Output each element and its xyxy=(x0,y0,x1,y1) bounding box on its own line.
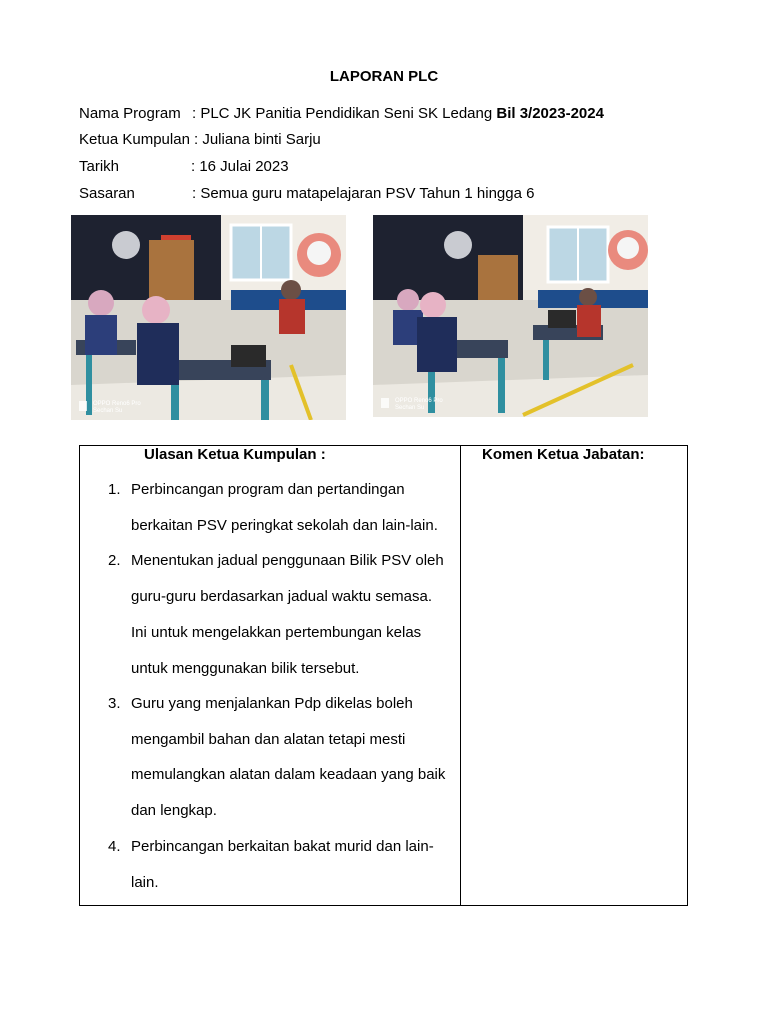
list-line: berkaitan PSV peringkat sekolah dan lain-lain. xyxy=(131,517,438,534)
list-number: 2. xyxy=(108,552,121,569)
info-value: : PLC JK Panitia Pendidikan Seni SK Ledang Bil 3/2023-2024 xyxy=(192,105,604,122)
info-label: Sasaran xyxy=(79,185,135,202)
list-line: lain. xyxy=(131,874,159,891)
list-line: Ini untuk mengelakkan pertembungan kelas xyxy=(131,624,422,641)
info-label: Nama Program xyxy=(79,105,181,122)
info-label: Ketua Kumpulan xyxy=(79,131,190,148)
list-line: untuk menggunakan bilik tersebut. xyxy=(131,660,360,677)
info-value: : Semua guru matapelajaran PSV Tahun 1 hingga 6 xyxy=(192,185,535,202)
list-number: 3. xyxy=(108,695,121,712)
column-divider xyxy=(460,446,461,905)
right-column-header: Komen Ketua Jabatan: xyxy=(482,446,645,463)
watermark-brand: OPPO Reno6 Pro xyxy=(395,398,443,404)
review-table xyxy=(79,445,688,906)
classroom-photo-2 xyxy=(373,215,648,417)
list-line: mengambil bahan dan alatan tetapi mesti xyxy=(131,731,406,748)
list-number: 1. xyxy=(108,481,121,498)
list-line: Guru yang menjalankan Pdp dikelas boleh xyxy=(131,695,413,712)
list-line: Perbincangan program dan pertandingan xyxy=(131,481,405,498)
info-row-tarikh xyxy=(79,158,289,175)
info-label: Tarikh xyxy=(79,158,120,175)
watermark-sub: Sechan Su xyxy=(93,408,123,414)
list-number: 4. xyxy=(108,838,121,855)
list-line: Perbincangan berkaitan bakat murid dan lain- xyxy=(131,838,434,855)
left-column-header: Ulasan Ketua Kumpulan : xyxy=(144,446,326,463)
watermark-brand: OPPO Reno6 Pro xyxy=(93,401,141,407)
list-line: memulangkan alatan dalam keadaan yang baik xyxy=(131,766,446,783)
info-value: : 16 Julai 2023 xyxy=(191,158,289,175)
info-row-sasaran xyxy=(79,185,535,202)
list-line: guru-guru berdasarkan jadual waktu semasa. xyxy=(131,588,433,605)
watermark-sub: Sechan Su xyxy=(395,405,425,411)
info-value-bold: Bil 3/2023-2024 xyxy=(496,105,604,122)
info-value: : Juliana binti Sarju xyxy=(194,131,321,148)
list-line: dan lengkap. xyxy=(131,802,217,819)
report-title: LAPORAN PLC xyxy=(329,68,439,85)
info-row-program xyxy=(79,105,604,122)
info-row-ketua xyxy=(79,131,321,148)
list-line: Menentukan jadual penggunaan Bilik PSV oleh xyxy=(131,552,444,569)
classroom-photo-1 xyxy=(71,215,346,420)
